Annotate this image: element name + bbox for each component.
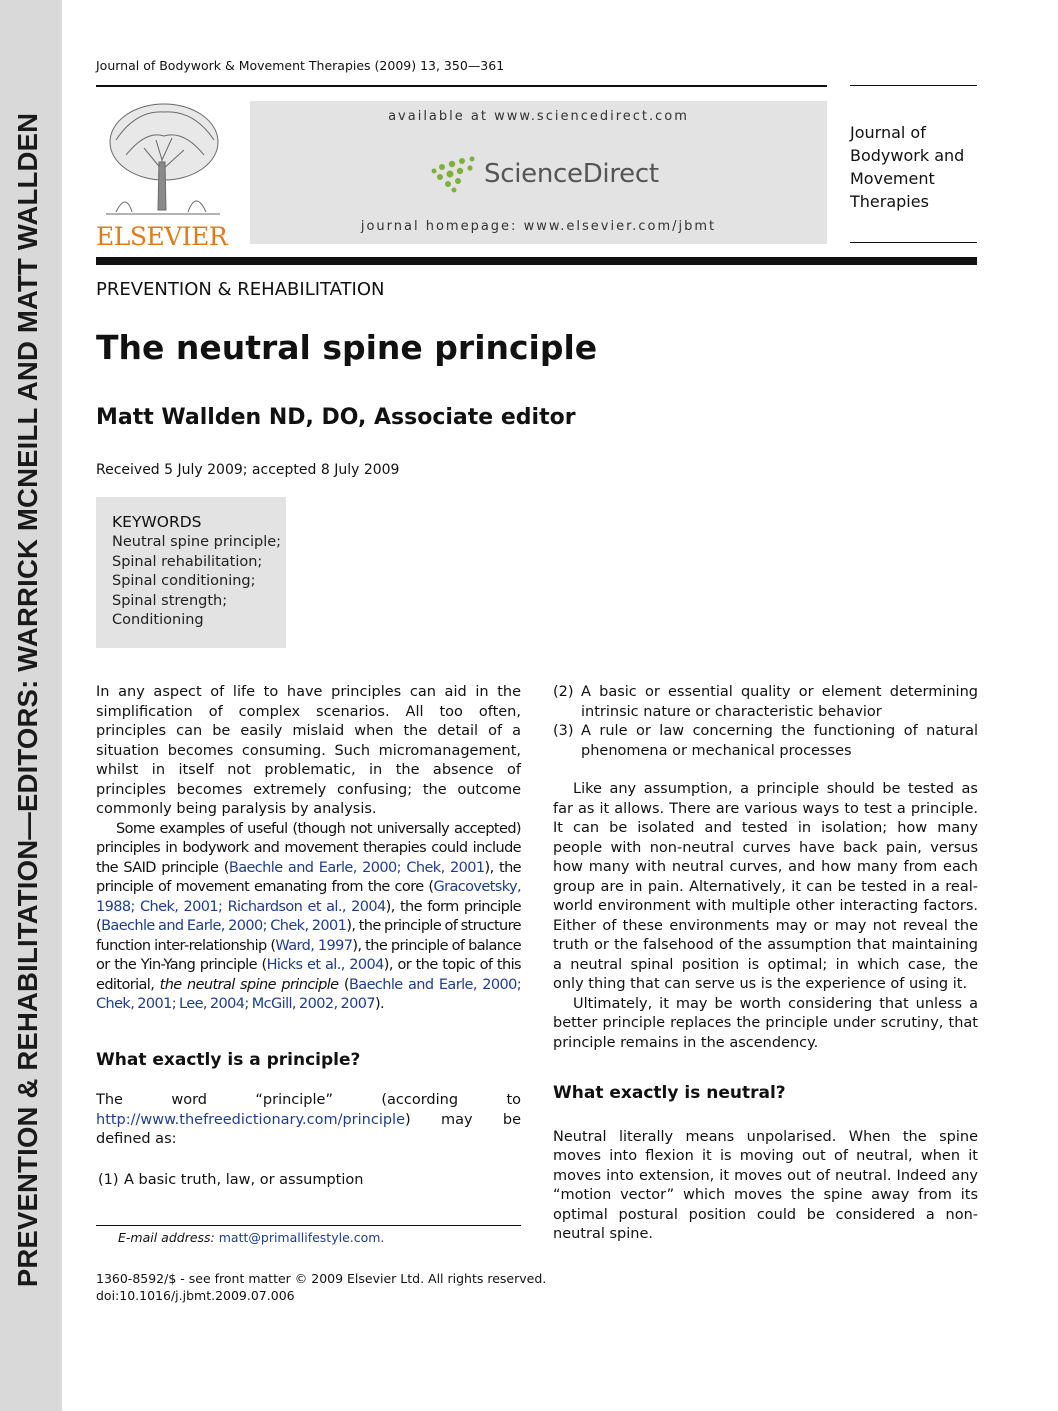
keyword-item: Conditioning [112,612,204,628]
article-dates: Received 5 July 2009; accepted 8 July 2009 [96,462,400,478]
email-link[interactable]: matt@primallifestyle.com. [218,1230,385,1245]
section-heading: What exactly is a principle? [96,1049,361,1070]
body-column-right [553,683,978,1245]
header-rule [96,85,827,87]
side-banner [0,0,62,1411]
section-heading: What exactly is neutral? [553,1083,786,1103]
article-author: Matt Wallden ND, DO, Associate editor [96,405,576,430]
citation-link[interactable]: Baechle and Earle, 2000; Chek, 2001 [101,918,347,934]
sciencedirect-wordmark: ScienceDirect [484,159,659,189]
sciencedirect-banner [250,101,827,244]
keyword-item: Spinal rehabilitation; [112,553,263,570]
text-run: ), the principle of structure function inter-relationship ( [96,918,521,954]
keyword-item: Spinal conditioning; [112,573,256,589]
section-label: PREVENTION & REHABILITATION [96,279,385,300]
citation-link[interactable]: Ward, 1997 [275,937,353,954]
paragraph: In any aspect of life to have principles can aid in the simplification of complex scenarios. All too often, principles can be easily mislaid when the detail of a situation becomes consuming. Such micromanagement, whilst in itself not problematic, in the absence of principles becomes extremely confusing; the outcome commonly being paralysis by analysis. [96,684,521,817]
keywords-box [96,497,286,648]
journal-name-line: Therapies [850,192,929,211]
sciencedirect-dots-icon [428,155,480,195]
list-text: A rule or law concerning the functioning of natural phenomena or mechanical processes [581,723,978,759]
citation-link[interactable]: Hicks et al., 2004 [266,957,384,973]
list-text: A basic truth, law, or assumption [124,1171,364,1188]
paragraph: Like any assumption, a principle should be tested as far as it allows. There are various ways to test a principle. It can be isolated and tested in isolation; how many people with non-neutral curves have back pain, versus how many with neutral curves, and how many from each group are in pain. Alternatively, it can be tested in a real-world environment with multiple other interacting factors. Either of these environments may or may not reveal the truth or the falsehood of the assumption that maintaining a neutral spinal position is optimal; in which case, the only thing that can serve us is the experience of using it. [553,781,978,992]
journal-rule-bottom [850,242,977,243]
footnote-rule [96,1225,521,1226]
side-banner-text: PREVENTION & REHABILITATION—EDITORS: WARRICK MCNEILL AND MATT WALLDEN [12,112,43,1288]
text-run: ( [338,976,349,993]
list-item [553,722,978,761]
journal-name-line: Movement [850,169,935,188]
text-run: ), the principle of movement emanating from the core ( [96,859,521,895]
text-run: The word “principle” (according to [96,1092,521,1108]
paragraph: Neutral literally means unpolarised. When the spine moves into flexion it is moving out of neutral, when it moves into extension, it moves out of neutral. Indeed any “motion vector” which moves the spine away from its optimal postural position could be considered a non-neutral spine. [553,1128,978,1242]
keyword-item: Spinal strength; [112,592,228,609]
citation-link[interactable]: Gracovetsky, 1988; Chek, 2001; Richardson et al., 2004 [96,879,521,915]
journal-name-line: Bodywork and [850,146,965,165]
text-run: Some examples of useful (though not universally accepted) principles in bodywork and movement therapies could include the SAID principle ( [96,820,521,876]
article-title: The neutral spine principle [96,328,598,367]
list-text: A basic or essential quality or element determining intrinsic nature or characteristic behavior [581,684,978,720]
footnote [118,1230,384,1245]
keyword-item: Neutral spine principle; [112,534,282,550]
email-label: E-mail address: [118,1230,215,1245]
journal-rule-top [850,85,977,86]
text-run: ), or the topic of this editorial, [96,957,521,993]
text-run: ), the principle of balance or the Yin-Yang principle ( [96,937,522,973]
paragraph [96,1091,521,1150]
citation-link[interactable]: Baechle and Earle, 2000; Chek, 2001; Lee, 2004; McGill, 2002, 2007 [96,976,521,1012]
list-item [553,683,978,722]
list-number: (3) [553,723,574,739]
keywords-heading: KEYWORDS [112,513,202,531]
text-run: ) may be defined as: [96,1111,521,1147]
masthead-thick-rule [96,257,977,265]
text-run: ), the form principle ( [96,898,522,934]
journal-homepage-text[interactable]: journal homepage: www.elsevier.com/jbmt [360,219,717,234]
body-column-left [96,683,521,1190]
running-head: Journal of Bodywork & Movement Therapies (2009) 13, 350—361 [96,58,505,73]
copyright-block [96,1270,546,1304]
elsevier-wordmark: ELSEVIER [96,222,228,251]
list-number: (1) [98,1171,119,1188]
list-item [96,1171,521,1191]
paragraph: Ultimately, it may be worth considering that unless a better principle replaces the principle under scrutiny, that principle remains in the ascendency. [553,995,978,1051]
text-run: ). [374,996,385,1012]
journal-name-line: Journal of [850,123,926,142]
emphasis-text: the neutral spine principle [159,976,339,993]
dictionary-link[interactable]: http://www.thefreedictionary.com/principle [96,1111,406,1128]
doi-line[interactable]: doi:10.1016/j.jbmt.2009.07.006 [96,1288,295,1303]
journal-name [850,121,980,213]
issn-line: 1360-8592/$ - see front matter © 2009 Elsevier Ltd. All rights reserved. [96,1271,547,1286]
sciencedirect-logo [428,153,658,197]
paragraph [96,820,521,1015]
citation-link[interactable]: Baechle and Earle, 2000; Chek, 2001 [228,859,485,876]
list-number: (2) [553,684,574,700]
available-at-text[interactable]: available at www.sciencedirect.com [388,109,689,124]
